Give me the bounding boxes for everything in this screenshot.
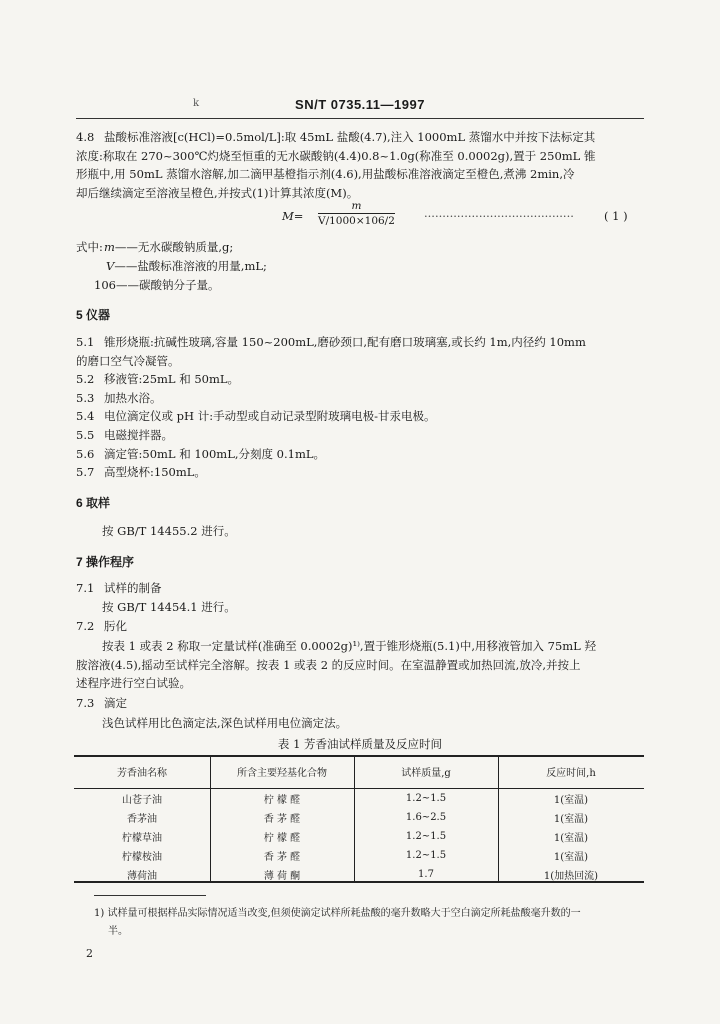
list-item bbox=[76, 407, 644, 426]
table-cell: 香 茅 醛 bbox=[263, 852, 301, 863]
item-number: 7.2 bbox=[76, 619, 95, 633]
table-cell: 1.2~1.5 bbox=[405, 831, 447, 842]
paragraph-line: 述程序进行空白试验。 bbox=[76, 676, 191, 691]
table-cell: 1(室温) bbox=[553, 833, 589, 844]
where-symbol: m bbox=[104, 240, 115, 254]
clause-text-line: 盐酸标准溶液[c(HCl)=0.5mol/L]:取 45mL 盐酸(4.7),注入 1000mL 蒸馏水中并按下法标定其 bbox=[104, 130, 596, 144]
table-cell: 1(加热回流) bbox=[543, 871, 599, 882]
clause-text-line: 却后继续滴定至溶液呈橙色,并按式(1)计算其浓度(M)。 bbox=[76, 185, 359, 200]
item-text: 电磁搅拌器。 bbox=[104, 427, 173, 442]
table-cell: 1.7 bbox=[418, 869, 434, 880]
formula-denominator: V/1000×106/2 bbox=[318, 215, 395, 227]
section-heading-6: 6 取样 bbox=[76, 496, 111, 510]
where-desc: ——盐酸标准溶液的用量,mL; bbox=[114, 259, 267, 273]
subclause-title: 肟化 bbox=[104, 619, 127, 633]
table-cell: 1.2~1.5 bbox=[405, 793, 447, 804]
item-number: 7.3 bbox=[76, 696, 95, 710]
item-text: 高型烧杯:150mL。 bbox=[104, 465, 206, 480]
where-intro: 式中: bbox=[76, 240, 103, 254]
formula-lhs: M= bbox=[282, 209, 304, 223]
item-number: 5.3 bbox=[76, 390, 95, 405]
list-item bbox=[76, 463, 644, 482]
where-symbol: 106 bbox=[94, 278, 116, 292]
where-desc: ——无水碳酸钠质量,g; bbox=[114, 240, 234, 254]
where-item bbox=[106, 258, 267, 274]
subclause-7-2 bbox=[76, 618, 127, 634]
subclause-title: 滴定 bbox=[104, 696, 127, 710]
page-number: 2 bbox=[86, 947, 93, 960]
list-item bbox=[76, 426, 644, 445]
table-cell: 柠 檬 醛 bbox=[263, 833, 301, 844]
column-header: 试样质量,g bbox=[354, 755, 498, 789]
table-caption: 表 1 芳香油试样质量及反应时间 bbox=[277, 737, 443, 751]
subclause-7-1 bbox=[76, 580, 162, 596]
table-cell: 山苍子油 bbox=[122, 795, 162, 806]
table-cell: 1.2~1.5 bbox=[405, 850, 447, 861]
table-header-row bbox=[74, 755, 644, 789]
table-cell: 1(室温) bbox=[553, 795, 589, 806]
list-item bbox=[76, 389, 644, 408]
section-5-items bbox=[76, 333, 644, 482]
table-cell: 香茅油 bbox=[127, 814, 157, 825]
subclause-7-1-text: 按 GB/T 14454.1 进行。 bbox=[102, 600, 236, 614]
oil-sample-table bbox=[74, 755, 644, 886]
paragraph-line: 按表 1 或表 2 称取一定量试样(准确至 0.0002g)¹⁾,置于锥形烧瓶(5.1)中,用移液管加入 75mL 羟 bbox=[102, 639, 596, 653]
where-symbol: V bbox=[106, 259, 115, 273]
column-header: 反应时间,h bbox=[498, 755, 644, 789]
item-number: 5.5 bbox=[76, 427, 95, 442]
list-item bbox=[76, 370, 644, 389]
clause-text-line: 浓度:称取在 270~300℃灼烧至恒重的无水碳酸钠(4.4)0.8~1.0g(称准至 0.0002g),置于 250mL 锥 bbox=[76, 148, 596, 163]
table-cell: 1.6~2.5 bbox=[405, 812, 447, 823]
item-text: 锥形烧瓶:抗碱性玻璃,容量 150~200mL,磨砂颈口,配有磨口玻璃塞,或长约 1m,内径约 10mm bbox=[104, 335, 586, 349]
list-item bbox=[76, 445, 644, 464]
list-item bbox=[76, 352, 644, 371]
corner-mark: k bbox=[193, 98, 200, 109]
equation-number: ( 1 ) bbox=[604, 209, 628, 223]
table-cell: 柠 檬 醛 bbox=[263, 795, 301, 806]
formula-fraction bbox=[318, 200, 395, 227]
section-heading-7: 7 操作程序 bbox=[76, 555, 135, 569]
where-desc: ——碳酸钠分子量。 bbox=[115, 278, 220, 292]
table-cell: 柠檬桉油 bbox=[122, 852, 162, 863]
item-text: 滴定管:50mL 和 100mL,分刻度 0.1mL。 bbox=[104, 446, 325, 461]
table-row bbox=[74, 846, 644, 865]
formula-numerator: m bbox=[318, 200, 395, 214]
subclause-title: 试样的制备 bbox=[104, 581, 162, 595]
item-number: 7.1 bbox=[76, 581, 95, 595]
section-6-text: 按 GB/T 14455.2 进行。 bbox=[102, 524, 236, 538]
item-text: 电位滴定仪或 pH 计:手动型或自动记录型附玻璃电极-甘汞电极。 bbox=[104, 409, 436, 424]
standard-code-header: SN/T 0735.11—1997 bbox=[295, 97, 425, 112]
footnote bbox=[94, 905, 642, 941]
table-cell: 香 茅 醛 bbox=[263, 814, 301, 825]
item-number: 5.1 bbox=[76, 335, 95, 349]
table-row bbox=[74, 865, 644, 886]
footnote-line: 1) 试样量可根据样品实际情况适当改变,但须使滴定试样所耗盐酸的毫升数略大于空白滴定所耗盐酸毫升数的一 bbox=[94, 908, 581, 919]
formula-leader: ········································· bbox=[424, 209, 574, 223]
table-row bbox=[74, 789, 644, 809]
where-item bbox=[94, 277, 219, 293]
where-item bbox=[104, 239, 233, 255]
table-cell: 薄 荷 酮 bbox=[263, 871, 301, 882]
clause-text-line: 形瓶中,用 50mL 蒸馏水溶解,加二滴甲基橙指示剂(4.6),用盐酸标准溶液滴定至橙色,煮沸 2min,冷 bbox=[76, 167, 575, 182]
column-header: 所含主要羟基化合物 bbox=[210, 755, 354, 789]
item-number: 5.2 bbox=[76, 372, 95, 387]
item-number: 5.7 bbox=[76, 465, 95, 480]
item-number: 5.6 bbox=[76, 446, 95, 461]
footnote-line: 半。 bbox=[108, 926, 128, 937]
column-header: 芳香油名称 bbox=[74, 755, 210, 789]
table-cell: 薄荷油 bbox=[127, 871, 157, 882]
item-number: 5.4 bbox=[76, 409, 95, 424]
item-text: 的磨口空气冷凝管。 bbox=[76, 353, 180, 368]
clause-4-8 bbox=[76, 128, 644, 202]
subclause-7-2-text bbox=[76, 637, 644, 693]
table-row bbox=[74, 808, 644, 827]
table-cell: 柠檬草油 bbox=[122, 833, 162, 844]
subclause-7-3-text: 浅色试样用比色滴定法,深色试样用电位滴定法。 bbox=[102, 716, 348, 730]
header-rule bbox=[76, 118, 644, 119]
paragraph-line: 胺溶液(4.5),摇动至试样完全溶解。按表 1 或表 2 的反应时间。在室温静置或加热回流,放冷,并按上 bbox=[76, 657, 581, 672]
section-heading-5: 5 仪器 bbox=[76, 308, 111, 322]
clause-number: 4.8 bbox=[76, 130, 95, 144]
table-row bbox=[74, 827, 644, 846]
item-text: 移液管:25mL 和 50mL。 bbox=[104, 372, 240, 387]
item-text: 加热水浴。 bbox=[104, 390, 162, 405]
table-cell: 1(室温) bbox=[553, 852, 589, 863]
footnote-rule bbox=[94, 895, 206, 896]
subclause-7-3 bbox=[76, 695, 127, 711]
list-item bbox=[76, 333, 644, 352]
table-cell: 1(室温) bbox=[553, 814, 589, 825]
